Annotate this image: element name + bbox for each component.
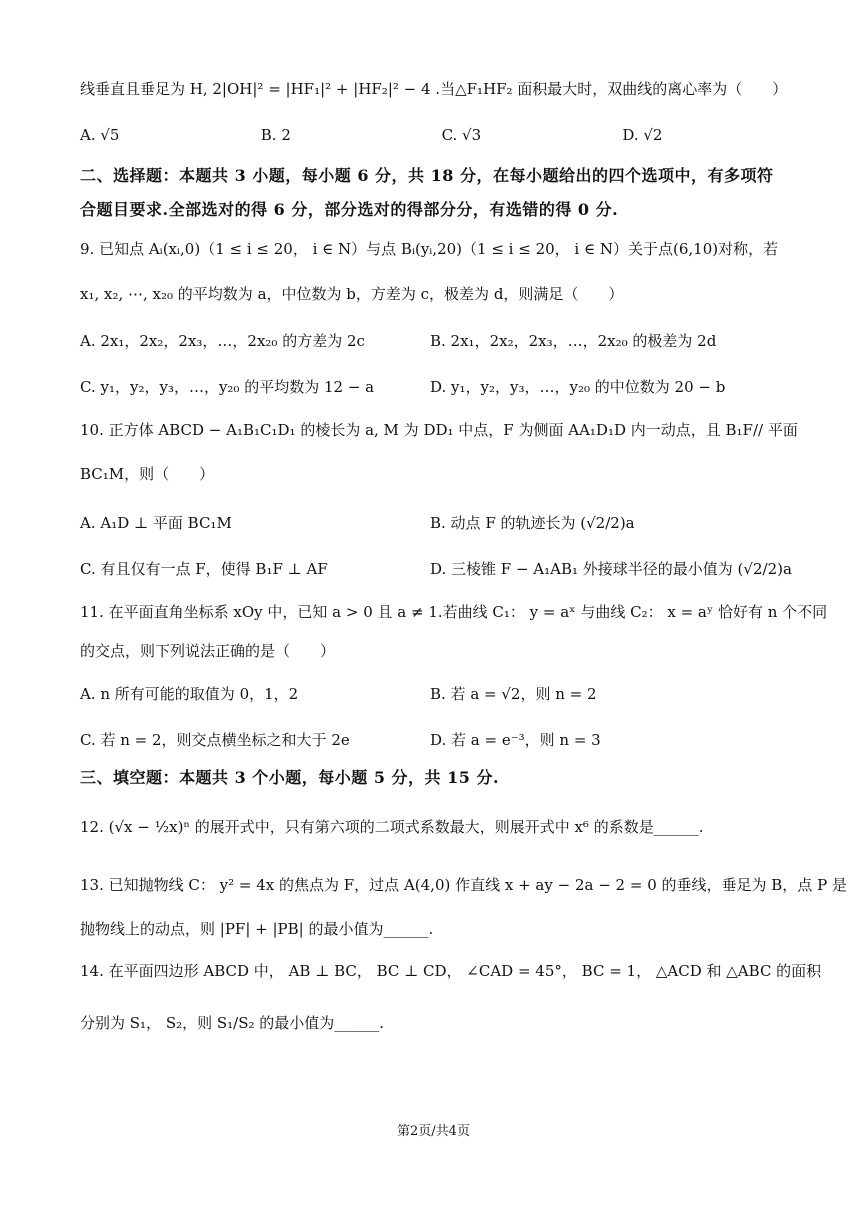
q8-option-b: B. 2 [260, 126, 291, 144]
q8-options [80, 126, 800, 144]
q10-option-b: B. 动点 F 的轨迹长为 (√2/2)a [430, 514, 635, 532]
q10-line2: BC₁M，则（ ） [80, 465, 215, 483]
q12-text: 12. (√x − ½x)ⁿ 的展开式中，只有第六项的二项式系数最大，则展开式中 x⁶ 的系数是______. [80, 818, 704, 836]
q9-option-d: D. y₁，y₂，y₃，…，y₂₀ 的中位数为 20 − b [430, 378, 726, 396]
q13-line2: 抛物线上的动点，则 |PF| + |PB| 的最小值为______. [80, 920, 434, 938]
q14-line1: 14. 在平面四边形 ABCD 中， AB ⊥ BC， BC ⊥ CD， ∠CAD = 45°， BC = 1， △ACD 和 △ABC 的面积 [80, 962, 822, 980]
q11-option-d: D. 若 a = e⁻³，则 n = 3 [430, 731, 601, 749]
q10-line1: 10. 正方体 ABCD − A₁B₁C₁D₁ 的棱长为 a, M 为 DD₁ 中点，F 为侧面 AA₁D₁D 内一动点，且 B₁F// 平面 [80, 421, 798, 439]
q11-option-b: B. 若 a = √2，则 n = 2 [430, 685, 597, 703]
q8-option-d: D. √2 [622, 126, 663, 144]
section3-heading: 三、填空题：本题共 3 个小题，每小题 5 分，共 15 分. [80, 768, 500, 787]
section2-heading-line2: 合题目要求.全部选对的得 6 分，部分选对的得部分分，有选错的得 0 分. [80, 200, 619, 219]
q10-option-a: A. A₁D ⊥ 平面 BC₁M [80, 514, 232, 532]
q10-option-d: D. 三棱锥 F − A₁AB₁ 外接球半径的最小值为 (√2/2)a [430, 560, 792, 578]
q9-line2: x₁, x₂, ⋯, x₂₀ 的平均数为 a，中位数为 b，方差为 c，极差为 d，则满足（ ） [80, 285, 624, 303]
q11-line1: 11. 在平面直角坐标系 xOy 中，已知 a > 0 且 a ≠ 1.若曲线 C₁： y = aˣ 与曲线 C₂： x = aʸ 恰好有 n 个不同 [80, 603, 828, 621]
q9-option-c: C. y₁，y₂，y₃，…，y₂₀ 的平均数为 12 − a [80, 378, 375, 396]
q9-option-a: A. 2x₁，2x₂，2x₃，…，2x₂₀ 的方差为 2c [80, 332, 365, 350]
q8-option-a: A. √5 [80, 126, 120, 144]
page-footer: 第2页/共4页 [397, 1124, 470, 1139]
section2-heading-line1: 二、选择题：本题共 3 小题，每小题 6 分，共 18 分，在每小题给出的四个选项中，有多项符 [80, 166, 774, 185]
q9-line1: 9. 已知点 Aᵢ(xᵢ,0)（1 ≤ i ≤ 20， i ∈ N）与点 Bᵢ(yᵢ,20)（1 ≤ i ≤ 20， i ∈ N）关于点(6,10)对称，若 [80, 240, 779, 258]
q8-option-c: C. √3 [441, 126, 482, 144]
q11-option-c: C. 若 n = 2，则交点横坐标之和大于 2e [80, 731, 350, 749]
q11-line2: 的交点，则下列说法正确的是（ ） [80, 642, 336, 660]
q9-option-b: B. 2x₁，2x₂，2x₃，…，2x₂₀ 的极差为 2d [430, 332, 717, 350]
q11-option-a: A. n 所有可能的取值为 0，1，2 [80, 685, 299, 703]
q10-option-c: C. 有且仅有一点 F，使得 B₁F ⊥ AF [80, 560, 328, 578]
q8-stem-tail: 线垂直且垂足为 H, 2|OH|² = |HF₁|² + |HF₂|² − 4 .当△F₁HF₂ 面积最大时，双曲线的离心率为（ ） [80, 80, 788, 98]
q13-line1: 13. 已知抛物线 C： y² = 4x 的焦点为 F，过点 A(4,0) 作直线 x + ay − 2a − 2 = 0 的垂线，垂足为 B，点 P 是 [80, 876, 847, 894]
q14-line2: 分别为 S₁， S₂，则 S₁/S₂ 的最小值为______. [80, 1014, 385, 1032]
